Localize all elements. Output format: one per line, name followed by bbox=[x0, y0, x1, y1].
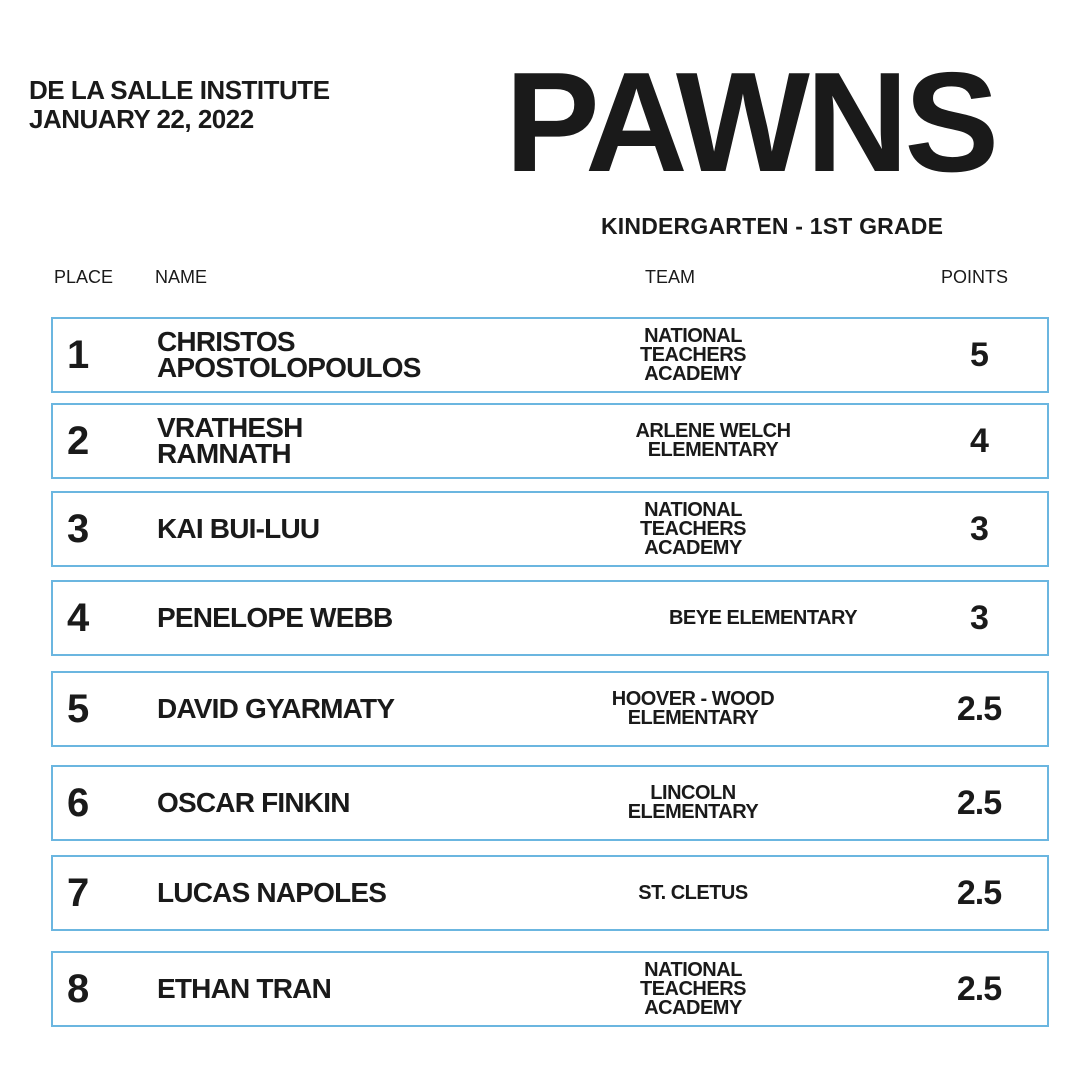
place-number: 5 bbox=[67, 686, 89, 731]
player-name: ETHAN TRAN bbox=[157, 973, 331, 1004]
table-row bbox=[51, 855, 1049, 931]
player-name: DAVID GYARMATY bbox=[157, 693, 395, 724]
division-label: KINDERGARTEN - 1ST GRADE bbox=[601, 213, 944, 239]
player-name: KAI BUI-LUU bbox=[157, 513, 320, 544]
event-venue: DE LA SALLE INSTITUTE bbox=[29, 75, 330, 105]
points-value: 2.5 bbox=[956, 873, 1002, 912]
column-header-name: NAME bbox=[155, 267, 208, 287]
team-name: ST. CLETUS bbox=[638, 881, 748, 904]
player-name: PENELOPE WEBB bbox=[157, 602, 393, 633]
points-value: 3 bbox=[970, 598, 988, 637]
points-value: 2.5 bbox=[956, 689, 1002, 728]
team-name: LINCOLN ELEMENTARY bbox=[627, 782, 759, 823]
player-name-line: APOSTOLOPOULOS bbox=[157, 352, 421, 383]
player-name: OSCAR FINKIN bbox=[157, 787, 350, 818]
table-row bbox=[51, 491, 1049, 567]
player-name-line: VRATHESH bbox=[157, 412, 303, 443]
team-name: HOOVER - WOOD ELEMENTARY bbox=[611, 688, 775, 729]
place-number: 2 bbox=[67, 418, 89, 463]
player-name bbox=[157, 319, 597, 391]
player-name-line: RAMNATH bbox=[157, 438, 291, 469]
page-title: PAWNS bbox=[505, 43, 996, 202]
player-name: LUCAS NAPOLES bbox=[157, 877, 387, 908]
team-name: BEYE ELEMENTARY bbox=[668, 606, 858, 629]
points-value: 2.5 bbox=[956, 969, 1002, 1008]
team-name: NATIONAL TEACHERS ACADEMY bbox=[639, 324, 746, 385]
column-header-place: PLACE bbox=[54, 267, 114, 287]
team-name: NATIONAL TEACHERS ACADEMY bbox=[639, 958, 746, 1019]
table-row bbox=[51, 403, 1049, 479]
points-value: 2.5 bbox=[956, 783, 1002, 822]
player-name bbox=[157, 405, 597, 477]
place-number: 4 bbox=[67, 595, 89, 640]
team-name: NATIONAL TEACHERS ACADEMY bbox=[639, 498, 746, 559]
table-row bbox=[51, 317, 1049, 393]
column-header-points: POINTS bbox=[941, 267, 1009, 287]
place-number: 3 bbox=[67, 506, 89, 551]
table-row bbox=[51, 580, 1049, 656]
team-name: ARLENE WELCH ELEMENTARY bbox=[635, 420, 791, 461]
column-header-team: TEAM bbox=[645, 267, 696, 287]
place-number: 7 bbox=[67, 870, 89, 915]
points-value: 5 bbox=[970, 335, 988, 374]
player-name-line: CHRISTOS bbox=[157, 326, 295, 357]
table-row bbox=[51, 951, 1049, 1027]
place-number: 8 bbox=[67, 966, 89, 1011]
table-row bbox=[51, 671, 1049, 747]
points-value: 4 bbox=[970, 421, 988, 460]
points-value: 3 bbox=[970, 509, 988, 548]
table-row bbox=[51, 765, 1049, 841]
event-date: JANUARY 22, 2022 bbox=[29, 104, 254, 134]
place-number: 1 bbox=[67, 332, 89, 377]
place-number: 6 bbox=[67, 780, 89, 825]
